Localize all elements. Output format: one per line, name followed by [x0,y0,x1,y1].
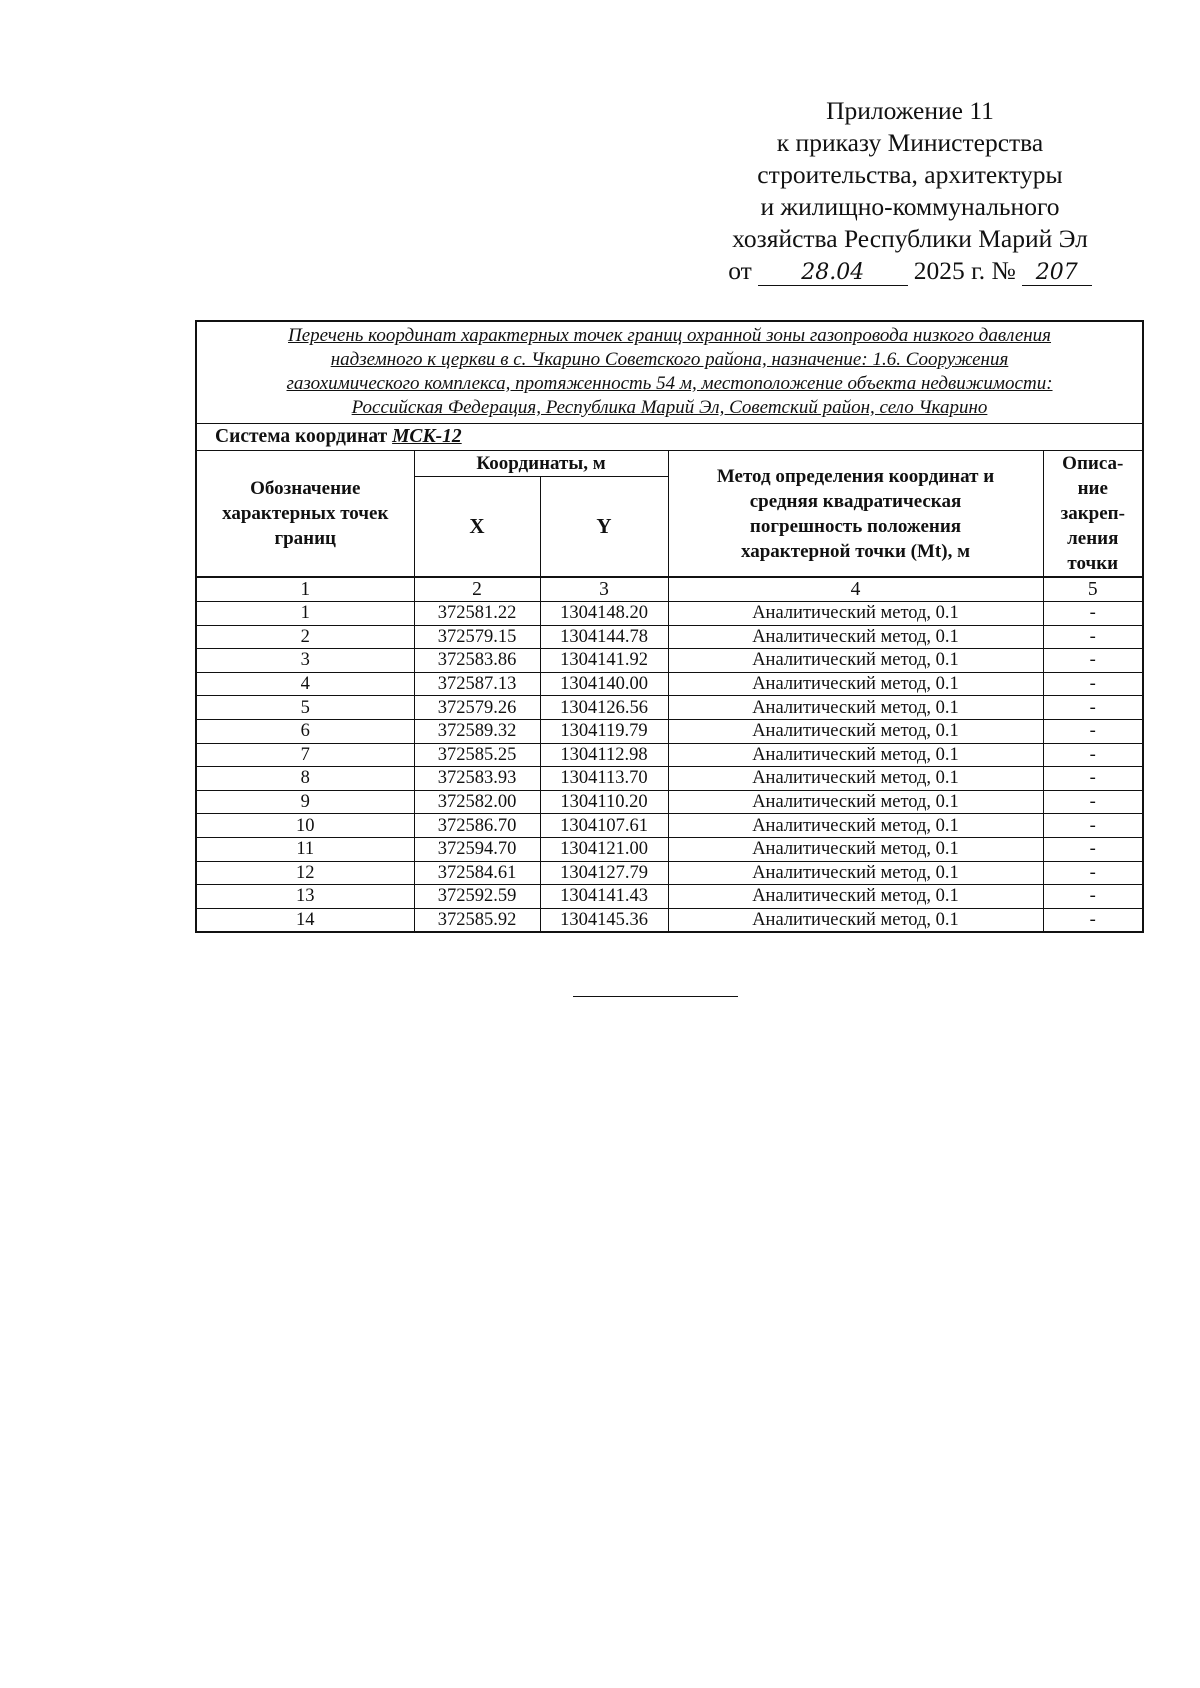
header-text: погрешность положения [749,515,962,537]
order-reference-line: к приказу Министерства [776,128,1044,157]
cell-point: 4 [196,672,414,696]
column-number: 1 [196,577,414,602]
cell-point: 14 [196,908,414,932]
appendix-header [690,95,1130,287]
header-coordinates: Координаты, м [414,451,668,477]
header-text: характерных точек [222,503,389,524]
cell-point: 13 [196,885,414,909]
table-row [196,861,1143,885]
cell-y: 1304107.61 [540,814,668,838]
cell-method: Аналитический метод, 0.1 [668,837,1043,861]
table-row [196,696,1143,720]
table-row [196,908,1143,932]
table-row [196,743,1143,767]
table-row [196,885,1143,909]
table-row [196,625,1143,649]
coordinate-system [196,424,1143,451]
cell-point: 7 [196,743,414,767]
cell-desc: - [1043,814,1143,838]
ministry-line: и жилищно-коммунального [760,192,1060,221]
cell-point: 3 [196,649,414,673]
header-text: Обозначение [250,478,361,499]
cell-x: 372583.86 [414,649,540,673]
column-number: 2 [414,577,540,602]
cell-y: 1304141.92 [540,649,668,673]
cell-method: Аналитический метод, 0.1 [668,861,1043,885]
cell-x: 372583.93 [414,767,540,791]
cell-y: 1304110.20 [540,790,668,814]
cell-x: 372585.25 [414,743,540,767]
header-text: ления [1067,528,1119,549]
table-row [196,602,1143,626]
cell-method: Аналитический метод, 0.1 [668,743,1043,767]
cell-desc: - [1043,719,1143,743]
cell-method: Аналитический метод, 0.1 [668,790,1043,814]
cell-method: Аналитический метод, 0.1 [668,672,1043,696]
cell-desc: - [1043,790,1143,814]
column-number-row [196,577,1143,602]
cell-x: 372579.26 [414,696,540,720]
table-row [196,790,1143,814]
cell-desc: - [1043,885,1143,909]
header-text: закреп- [1060,503,1125,524]
cell-x: 372585.92 [414,908,540,932]
table-row [196,837,1143,861]
cell-desc: - [1043,743,1143,767]
cell-x: 372584.61 [414,861,540,885]
table-title [196,321,1143,424]
table-row [196,814,1143,838]
cell-x: 372586.70 [414,814,540,838]
handwritten-order-number: 207 [1022,261,1092,286]
cell-method: Аналитический метод, 0.1 [668,767,1043,791]
table-row [196,767,1143,791]
cell-x: 372589.32 [414,719,540,743]
cell-desc: - [1043,767,1143,791]
cell-desc: - [1043,696,1143,720]
cell-x: 372582.00 [414,790,540,814]
title-line: Российская Федерация, Республика Марий Эл, Советский район, село Чкарино [351,397,988,418]
appendix-title: Приложение 11 [826,96,994,125]
date-prefix: от [728,256,752,285]
cell-method: Аналитический метод, 0.1 [668,908,1043,932]
title-line: Перечень координат характерных точек границ охранной зоны газопровода низкого давления [288,325,1052,346]
cell-point: 8 [196,767,414,791]
cell-method: Аналитический метод, 0.1 [668,649,1043,673]
closing-line [573,996,738,997]
header-y: Y [540,477,668,577]
coordinates-table [195,320,1144,933]
cell-point: 5 [196,696,414,720]
cell-method: Аналитический метод, 0.1 [668,719,1043,743]
table-title-row [196,321,1143,424]
cell-desc: - [1043,649,1143,673]
cell-point: 1 [196,602,414,626]
cell-desc: - [1043,908,1143,932]
system-label: Система координат [215,426,388,447]
cell-desc: - [1043,672,1143,696]
header-method [668,451,1043,578]
cell-x: 372592.59 [414,885,540,909]
coordinate-system-row [196,424,1143,451]
cell-point: 11 [196,837,414,861]
header-text: характерной точки (Mt), м [740,540,971,562]
order-date-line [690,255,1130,287]
year-number-label: 2025 г. № [913,256,1016,285]
cell-x: 372581.22 [414,602,540,626]
table-row [196,649,1143,673]
column-number: 3 [540,577,668,602]
cell-y: 1304145.36 [540,908,668,932]
cell-method: Аналитический метод, 0.1 [668,602,1043,626]
cell-y: 1304121.00 [540,837,668,861]
column-number: 5 [1043,577,1143,602]
header-text: ние [1077,478,1108,499]
header-text: точки [1067,553,1119,574]
cell-point: 12 [196,861,414,885]
handwritten-date: 28.04 [758,261,908,286]
cell-y: 1304144.78 [540,625,668,649]
cell-method: Аналитический метод, 0.1 [668,885,1043,909]
table-row [196,719,1143,743]
header-text: средняя квадратическая [749,490,962,512]
cell-y: 1304112.98 [540,743,668,767]
cell-y: 1304141.43 [540,885,668,909]
ministry-line: строительства, архитектуры [757,160,1063,189]
cell-y: 1304127.79 [540,861,668,885]
cell-method: Аналитический метод, 0.1 [668,814,1043,838]
cell-method: Аналитический метод, 0.1 [668,625,1043,649]
cell-desc: - [1043,837,1143,861]
cell-y: 1304126.56 [540,696,668,720]
cell-desc: - [1043,602,1143,626]
header-description [1043,451,1143,578]
cell-point: 2 [196,625,414,649]
cell-y: 1304119.79 [540,719,668,743]
cell-y: 1304113.70 [540,767,668,791]
cell-x: 372579.15 [414,625,540,649]
system-name: МСК-12 [392,426,462,447]
title-line: газохимического комплекса, протяженность 54 м, местоположение объекта недвижимости: [286,373,1053,394]
ministry-line: хозяйства Республики Марий Эл [732,224,1088,253]
cell-y: 1304140.00 [540,672,668,696]
header-text: Метод определения координат и [716,465,995,487]
header-text: Описа- [1062,453,1124,474]
cell-point: 10 [196,814,414,838]
cell-desc: - [1043,861,1143,885]
cell-point: 6 [196,719,414,743]
data-rows [196,602,1143,933]
cell-method: Аналитический метод, 0.1 [668,696,1043,720]
header-row-top [196,451,1143,477]
table-row [196,672,1143,696]
header-text: границ [274,528,337,549]
cell-x: 372587.13 [414,672,540,696]
header-point-designation [196,451,414,578]
cell-point: 9 [196,790,414,814]
title-line: надземного к церкви в с. Чкарино Советского района, назначение: 1.6. Сооружения [330,349,1009,370]
cell-desc: - [1043,625,1143,649]
column-number: 4 [668,577,1043,602]
cell-y: 1304148.20 [540,602,668,626]
cell-x: 372594.70 [414,837,540,861]
header-x: X [414,477,540,577]
